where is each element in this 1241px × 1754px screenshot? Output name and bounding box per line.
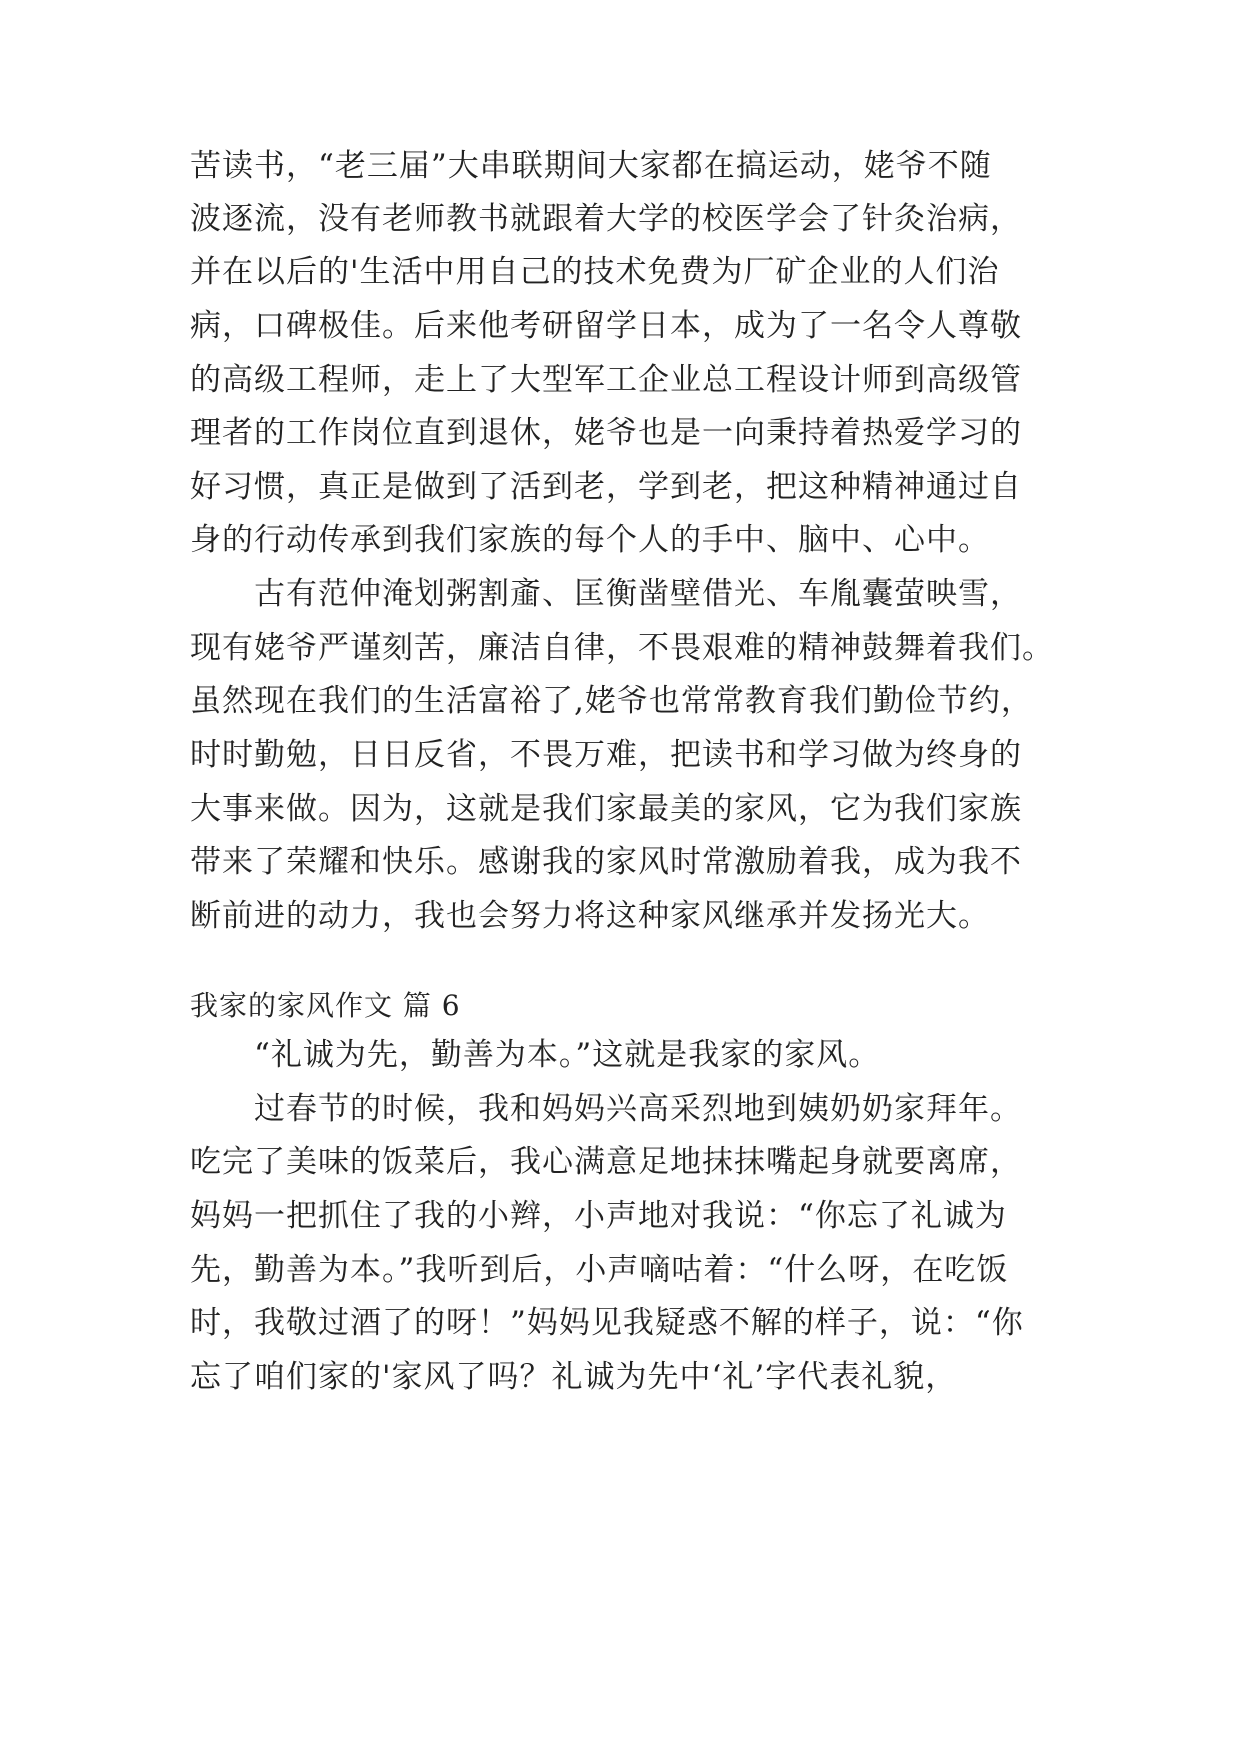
text-line: 的高级工程师，走上了大型军工企业总工程设计师到高级管	[190, 362, 1022, 398]
text-line: 妈妈一把抓住了我的小辫，小声地对我说：“你忘了礼诚为	[190, 1198, 1007, 1234]
text-line: 断前进的动力，我也会努力将这种家风继承并发扬光大。	[190, 898, 990, 934]
text-line: 现有姥爷严谨刻苦，廉洁自律，不畏艰难的精神鼓舞着我们。	[190, 630, 1054, 666]
text-line: 忘了咱们家的'家风了吗？礼诚为先中‘礼’字代表礼貌，	[190, 1359, 958, 1395]
text-line: 大事来做。因为，这就是我们家最美的家风，它为我们家族	[190, 791, 1022, 827]
text-line: 波逐流，没有老师教书就跟着大学的校医学会了针灸治病，	[190, 201, 1022, 237]
text-line: 病，口碑极佳。后来他考研留学日本，成为了一名令人尊敬	[190, 308, 1022, 344]
text-line: 理者的工作岗位直到退休，姥爷也是一向秉持着热爱学习的	[190, 415, 1022, 451]
text-line: 虽然现在我们的生活富裕了,姥爷也常常教育我们勤俭节约，	[190, 683, 1033, 719]
text-line: 先，勤善为本。”我听到后，小声嘀咕着：“什么呀，在吃饭	[190, 1252, 1009, 1288]
text-line: 好习惯，真正是做到了活到老，学到老，把这种精神通过自	[190, 469, 1022, 505]
text-line: 吃完了美味的饭菜后，我心满意足地抹抹嘴起身就要离席，	[190, 1144, 1022, 1180]
text-line: 带来了荣耀和快乐。感谢我的家风时常激励着我，成为我不	[190, 844, 1022, 880]
text-line: 并在以后的'生活中用自己的技术免费为厂矿企业的人们治	[190, 254, 1000, 290]
text-line: 过春节的时候，我和妈妈兴高采烈地到姨奶奶家拜年。	[190, 1091, 1022, 1127]
text-line: 古有范仲淹划粥割齑、匡衡凿壁借光、车胤囊萤映雪，	[190, 576, 1022, 612]
text-line: 身的行动传承到我们家族的每个人的手中、脑中、心中。	[190, 522, 990, 558]
text-line: 时时勤勉，日日反省，不畏万难，把读书和学习做为终身的	[190, 737, 1022, 773]
text-line: 时，我敬过酒了的呀！”妈妈见我疑惑不解的样子，说：“你	[190, 1305, 1024, 1341]
section-heading: 我家的家风作文 篇 6	[190, 989, 461, 1022]
text-line: “礼诚为先，勤善为本。”这就是我家的家风。	[190, 1037, 881, 1073]
text-line: 苦读书，“老三届”大串联期间大家都在搞运动，姥爷不随	[190, 148, 992, 184]
